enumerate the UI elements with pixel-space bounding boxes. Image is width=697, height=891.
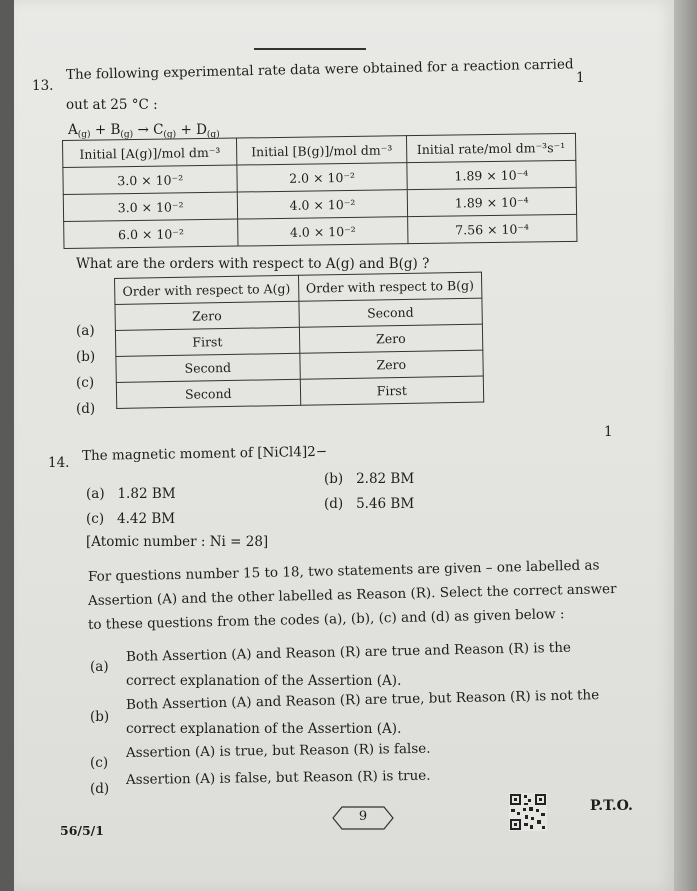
option-label: (c)	[76, 375, 95, 391]
order-cell: First	[115, 327, 299, 356]
qr-code-icon	[509, 793, 547, 831]
paper-code: 56/5/1	[60, 823, 104, 838]
option-label: (b)	[76, 349, 96, 365]
code-label: (a)	[90, 659, 109, 675]
order-cell: Second	[116, 353, 300, 382]
order-cell: Second	[298, 298, 482, 327]
rate-cell: 4.0 × 10⁻²	[238, 217, 408, 246]
rate-cell: 6.0 × 10⁻²	[64, 219, 239, 248]
order-header-b: Order with respect to B(g)	[298, 272, 482, 301]
rate-cell: 1.89 × 10⁻⁴	[407, 160, 577, 189]
q14-text: The magnetic moment of [NiCl4]2−	[81, 443, 328, 464]
order-cell: Second	[116, 379, 300, 408]
q13-line1: The following experimental rate data were obtained for a reaction carried	[65, 56, 574, 83]
order-header-a: Order with respect to A(g)	[115, 275, 299, 304]
q14-option-d: (d) 5.46 BM	[324, 496, 415, 512]
rate-cell: 3.0 × 10⁻²	[63, 192, 238, 221]
q14-option-b: (b) 2.82 BM	[324, 471, 415, 487]
page-edge-shadow	[672, 0, 697, 891]
code-line: correct explanation of the Assertion (A).	[126, 673, 402, 689]
order-options-table	[114, 272, 484, 409]
rate-cell: 3.0 × 10⁻²	[63, 165, 238, 194]
order-cell: Zero	[115, 301, 299, 330]
order-cell: Zero	[299, 324, 483, 353]
code-line: correct explanation of the Assertion (A).	[126, 721, 402, 737]
q14-note: [Atomic number : Ni = 28]	[86, 534, 269, 550]
top-rule	[254, 48, 366, 50]
option-label: (a)	[76, 323, 95, 339]
table-row	[64, 214, 577, 248]
q13-reaction: $A_{(g)} + B_{(g)} \to C_{(g)} + D_{(g)}$	[68, 122, 220, 140]
instructions-line: to these questions from the codes (a), (b), (c) and (d) as given below :	[87, 606, 565, 633]
rate-data-table	[62, 133, 577, 249]
pto-label: P.T.O.	[590, 798, 633, 814]
rate-header-a: Initial [A(g)]/mol dm⁻³	[63, 138, 238, 167]
page-number: 9	[358, 809, 368, 824]
order-cell: Zero	[299, 350, 483, 379]
q13-number: 13.	[32, 78, 54, 94]
code-line: Assertion (A) is true, but Reason (R) is false.	[125, 740, 431, 761]
option-label: (d)	[76, 401, 96, 417]
rate-header-rate: Initial rate/mol dm⁻³s⁻¹	[406, 133, 576, 162]
code-label: (d)	[90, 781, 110, 797]
q13-question: What are the orders with respect to A(g) and B(g) ?	[76, 256, 430, 272]
code-line: Assertion (A) is false, but Reason (R) is true.	[125, 767, 431, 788]
q14-option-a: (a) 1.82 BM	[86, 486, 176, 502]
exam-page	[14, 0, 674, 891]
rate-cell: 7.56 × 10⁻⁴	[407, 214, 577, 243]
q14-option-c: (c) 4.42 BM	[86, 511, 176, 527]
q14-number: 14.	[48, 455, 70, 471]
code-line: Both Assertion (A) and Reason (R) are true, but Reason (R) is not the	[125, 687, 600, 713]
order-cell: First	[300, 376, 484, 405]
rate-cell: 4.0 × 10⁻²	[238, 190, 408, 219]
instructions-line: Assertion (A) and the other labelled as Reason (R). Select the correct answer	[87, 581, 617, 609]
q14-marks: 1	[604, 424, 613, 440]
q13-line2: out at 25 °C :	[66, 97, 158, 113]
rate-header-b: Initial [B(g)]/mol dm⁻³	[237, 136, 407, 165]
code-label: (c)	[90, 755, 109, 771]
instructions-line: For questions number 15 to 18, two statements are given – one labelled as	[87, 557, 600, 585]
page-number-badge	[332, 806, 394, 830]
table-row	[116, 376, 483, 408]
q13-marks: 1	[576, 70, 585, 86]
rate-cell: 1.89 × 10⁻⁴	[407, 187, 577, 216]
code-label: (b)	[90, 709, 110, 725]
code-line: Both Assertion (A) and Reason (R) are true and Reason (R) is the	[125, 639, 572, 665]
rate-cell: 2.0 × 10⁻²	[237, 163, 407, 192]
